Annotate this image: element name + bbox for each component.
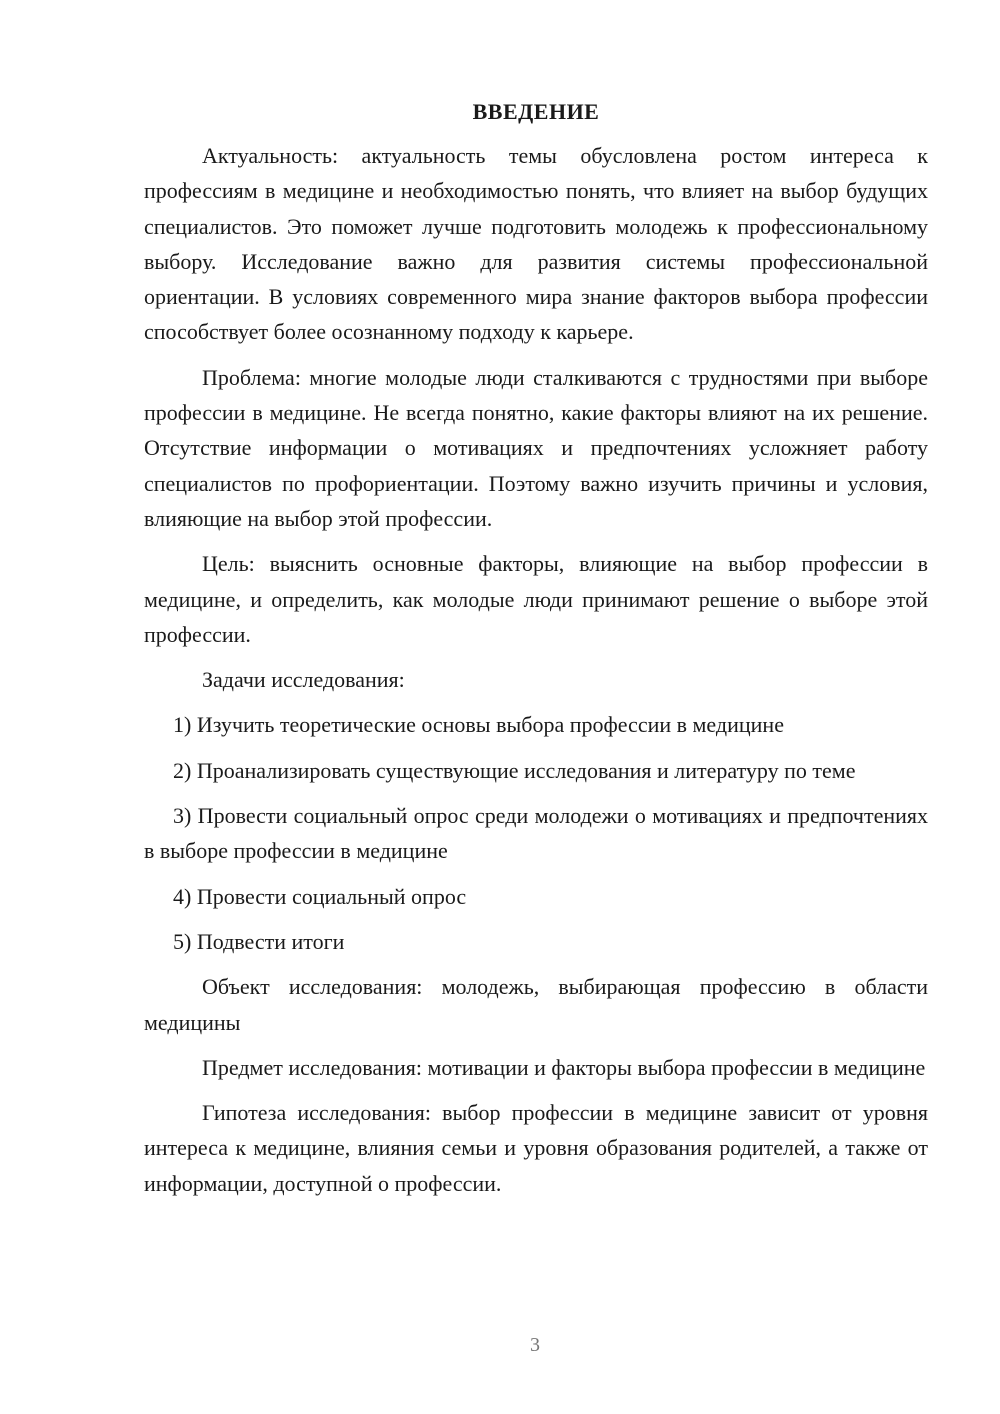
paragraph-goal: Цель: выяснить основные факторы, влияющие на выбор профессии в медицине, и определить, как молодые люди принимают решение о выборе этой профессии. (144, 551, 928, 647)
paragraph-subject: Предмет исследования: мотивации и факторы выбора профессии в медицине (202, 1054, 926, 1080)
task-item-2: 2) Проанализировать существующие исследования и литературу по теме (173, 757, 856, 783)
task-item-4: 4) Провести социальный опрос (173, 883, 467, 909)
document-page (144, 92, 928, 1201)
task-item-3: 3) Провести социальный опрос среди молодежи о мотивациях и предпочтениях в выборе профессии в медицине (144, 803, 928, 864)
task-item-1: 1) Изучить теоретические основы выбора профессии в медицине (173, 712, 784, 738)
paragraph-hypothesis: Гипотеза исследования: выбор профессии в медицине зависит от уровня интереса к медицине, влияния семьи и уровня образования родителей, а также от информации, доступной о профессии. (144, 1100, 928, 1196)
tasks-heading: Задачи исследования: (202, 667, 405, 693)
page-number: 3 (530, 1334, 540, 1356)
section-heading: ВВЕДЕНИЕ (472, 99, 600, 124)
paragraph-problem: Проблема: многие молодые люди сталкиваются с трудностями при выборе профессии в медицине. Не всегда понятно, какие факторы влияют на их решение. Отсутствие информации о мотивациях и предпочтениях усложняет работу специалистов по профориентации. Поэтому важно изучить причины и условия, влияющие на выбор этой профессии. (144, 364, 928, 531)
paragraph-object: Объект исследования: молодежь, выбирающая профессию в области медицины (144, 974, 928, 1035)
paragraph-relevance: Актуальность: актуальность темы обусловлена ростом интереса к профессиям в медицине и необходимостью понять, что влияет на выбор будущих специалистов. Это поможет лучше подготовить молодежь к профессиональному выбору. Исследование важно для развития системы профессиональной ориентации. В условиях современного мира знание факторов выбора профессии способствует более осознанному подходу к карьере. (144, 143, 928, 345)
task-item-5: 5) Подвести итоги (173, 928, 345, 954)
